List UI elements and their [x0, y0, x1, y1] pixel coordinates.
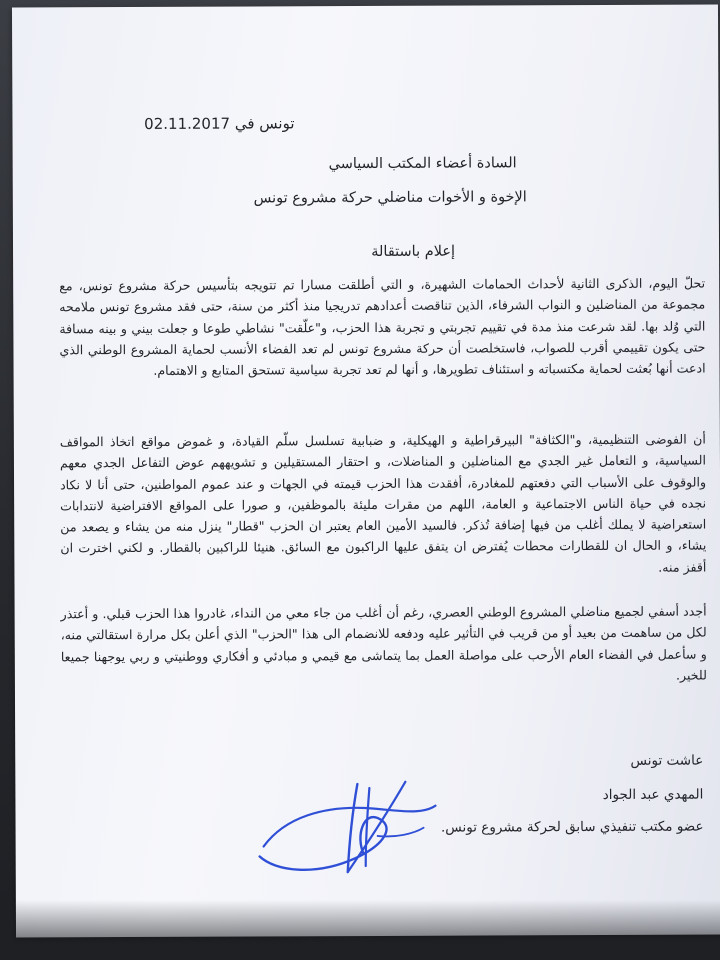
signatory-name: المهدي عبد الجواد: [602, 786, 704, 803]
photo-bottom-shadow: [0, 900, 720, 960]
paragraph-3: أجدد أسفي لجميع مناضلي المشروع الوطني العصري، رغم أن أغلب من جاء معي من النداء، غادروا هذا الحزب قبلي. و أعتذر لكل من ساهمت من بعيد أو من قريب في التأثير عليه ودفعه للانضمام الى هذا "الحزب" الذي أعلن بكل مرارة استقالتي منه، و سأعمل في الفضاء العام الأرحب على مواصلة العمل بما يتماشى مع قيمي و مبادئي و أفكاري ووطنيتي و ربي يوجهنا جميعا للخير.: [60, 603, 707, 683]
paragraph-2: أن الفوضى التنظيمية، و"الكثافة" البيرقراطية و الهيكلية، و ضبابية تسلسل سلّم القيادة، و غموض مواقع اتخاذ المواقف السياسية، و التعامل غير الجدي مع المناضلين و المناضلات، و احتقار المستقيلين و تشويههم عوض التفاعل الجدي معهم والوقوف على الأسباب التي دفعتهم للمغادرة، أفقدت هذا الحزب قيمته في الجهات و عند عموم المواطنين، حتى أنا لا نكاد نجده في حياة الناس الاجتماعية و العامة، اللهم من مقرات مليئة بالموظفين، و صورا على المواقع الافتراضية لانتدابات استعراضية لا يملك أغلب من فيها إضافة تُذكر. فالسيد الأمين العام يعتبر ان الحزب "قطار" ينزل منه من يشاء و يصعد من يشاء، و الحال ان للقطارات محطات يُفترض ان يتفق عليها الراكبون مع السائق. هنيئا للراكبين بالقطار. و لكني اخترت ان أقفز منه.: [59, 431, 707, 575]
signatory-role: عضو مكتب تنفيذي سابق لحركة مشروع تونس.: [440, 818, 704, 836]
closing-slogan: عاشت تونس: [630, 752, 704, 769]
letter-paper: [12, 4, 720, 937]
letter-content: [54, 103, 707, 836]
handwritten-signature: [245, 776, 445, 887]
date-line: تونس في 02.11.2017: [144, 114, 295, 133]
letter-title: إعلام باستقالة: [371, 243, 456, 260]
addressee-political-bureau: السادة أعضاء المكتب السياسي: [328, 155, 517, 173]
paragraph-1: تحلّ اليوم، الذكرى الثانية لأحداث الحمامات الشهيرة، و التي أطلقت مسارا تم تتويجه بتأسيس حركة مشروع تونس، مع مجموعة من المناضلين و النواب الشرفاء، الذين تناقصت أعدادهم تدريجيا منذ أكثر من سنة، حتى فقد مشروع تونس ملامحه التي وُلد بها. لقد شرعت منذ مدة في تقييم تجربتي و تجربة هذا الحزب، و"علّقت" نشاطي طوعا و جعلت بيني و بينه مسافة حتى يكون تقييمي أقرب للصواب، فاستخلصت أن حركة مشروع تونس لم تعد الفضاء الأنسب لحماية المشروع الوطني الذي ادعت أنها بُعثت لحماية مكتسباته و استئناف تطويرها، و أنها لم تعد تجربة سياسية تستحق المتابع و الاهتمام.: [59, 275, 706, 379]
addressee-party-members: الإخوة و الأخوات مناضلي حركة مشروع تونس: [253, 189, 527, 207]
